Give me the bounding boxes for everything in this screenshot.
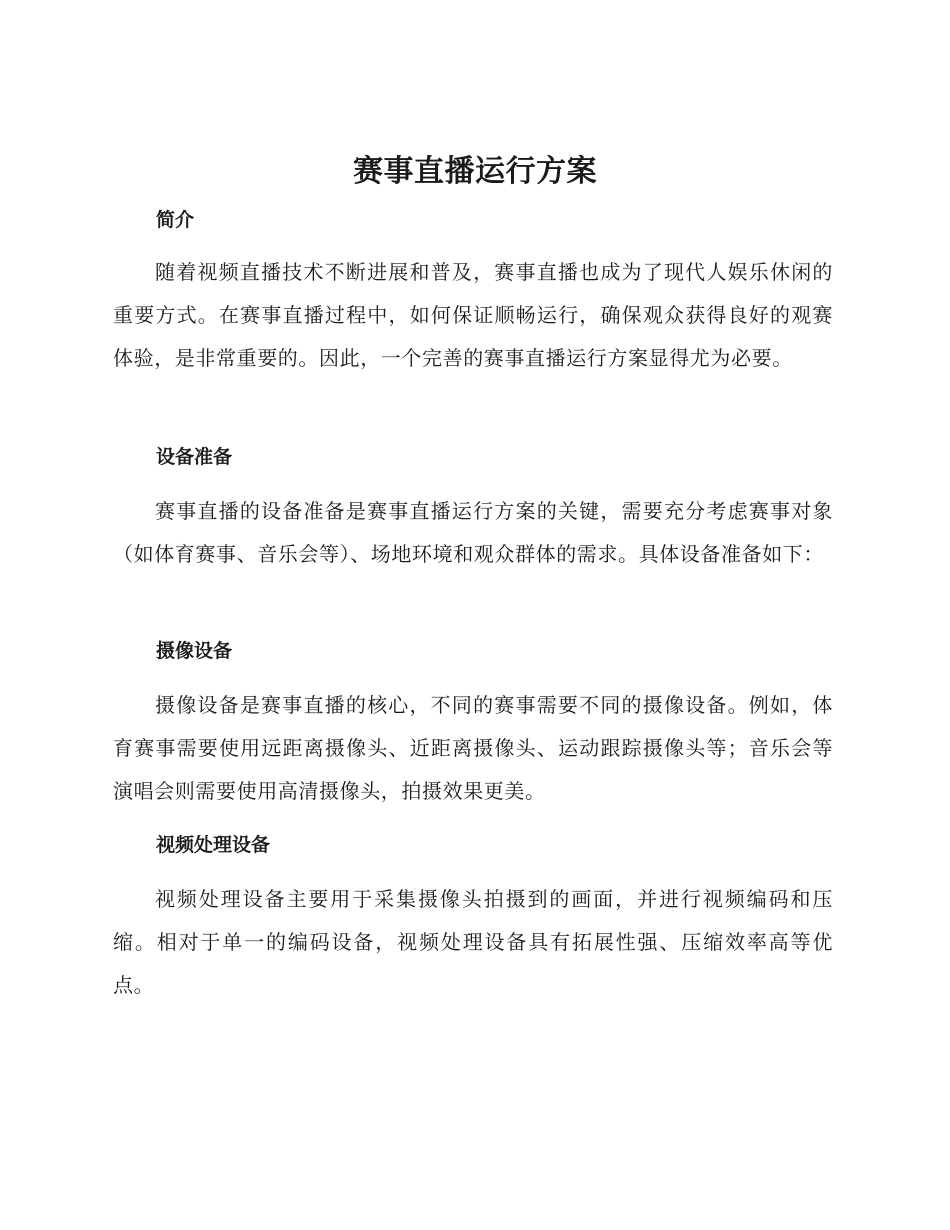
section-heading-camera: 摄像设备 [156,640,233,662]
section-body-equipment: 赛事直播的设备准备是赛事直播运行方案的关键，需要充分考虑赛事对象（如体育赛事、音乐会等）、场地环境和观众群体的需求。具体设备准备如下： [113,499,833,566]
section-heading-video-processing: 视频处理设备 [156,834,271,856]
section-body-camera: 摄像设备是赛事直播的核心，不同的赛事需要不同的摄像设备。例如，体育赛事需要使用远距离摄像头、近距离摄像头、运动跟踪摄像头等；音乐会等演唱会则需要使用高清摄像头，拍摄效果更美。 [113,693,833,803]
section-heading-equipment: 设备准备 [156,446,233,468]
document-title: 赛事直播运行方案 [353,154,597,189]
section-body-intro: 随着视频直播技术不断进展和普及，赛事直播也成为了现代人娱乐休闲的重要方式。在赛事直播过程中，如何保证顺畅运行，确保观众获得良好的观赛体验，是非常重要的。因此，一个完善的赛事直播运行方案显得尤为必要。 [113,260,833,370]
section-heading-intro: 简介 [156,209,195,231]
section-body-video-processing: 视频处理设备主要用于采集摄像头拍摄到的画面，并进行视频编码和压缩。相对于单一的编码设备，视频处理设备具有拓展性强、压缩效率高等优点。 [113,887,833,997]
